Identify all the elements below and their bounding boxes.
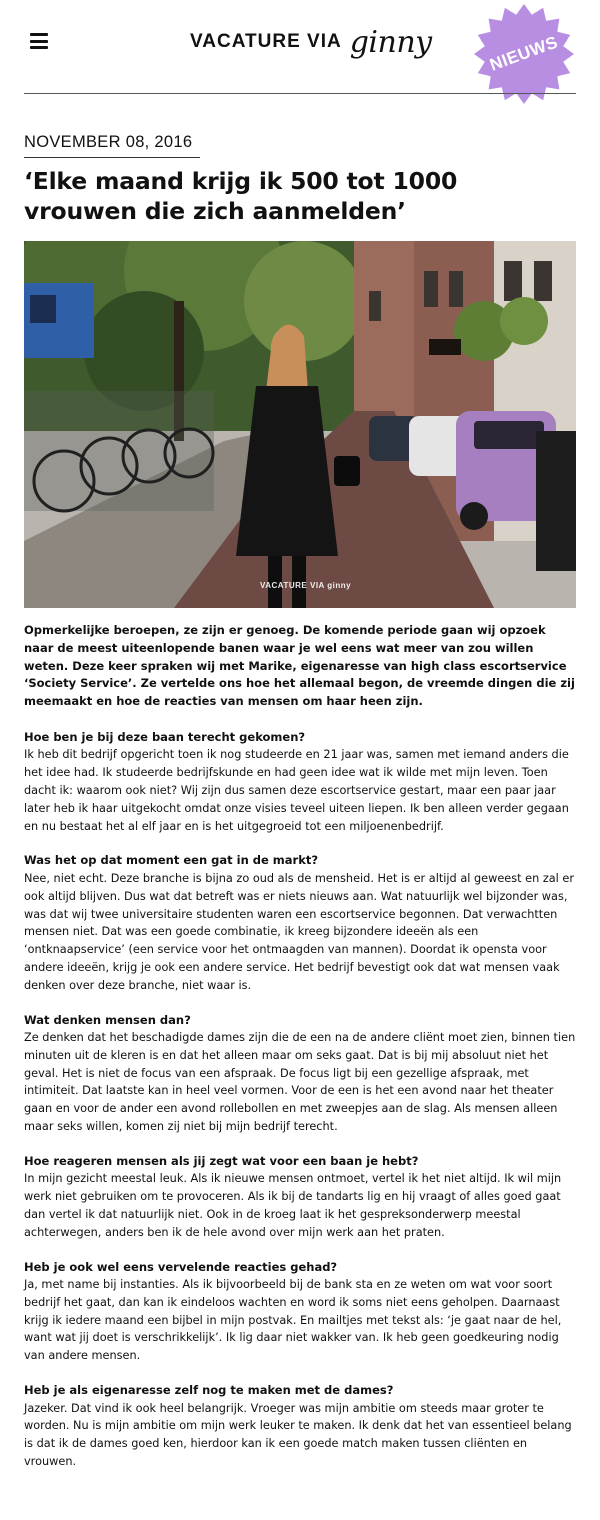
- qa-block: [24, 1382, 576, 1471]
- answer-paragraph: Jazeker. Dat vind ik ook heel belangrijk. Vroeger was mijn ambitie om steeds maar groter te worden. Nu is mijn ambitie om mijn werk leuker te maken. Ik denk dat het van essentieel belang is dat ik de dames goed ken, hierdoor kan ik een goede match maken tussen cliënten en vrouwen.: [24, 1401, 572, 1468]
- answer-paragraph: Ja, met name bij instanties. Als ik bijvoorbeeld bij de bank sta en ze weten om wat voor soort bedrijf het gaat, dan kan ik eindeloos wachten en word ik soms niet eens geholpen. Daarnaast krijg ik iedere maand een bijbel in mijn postvak. En mailtjes met tekst als: ‘je gaat naar de hel, want wat jij doet is verschrikkelijk’. Ik lig daar niet wakker van. Ik heb geen goedkeuring nodig van andere mensen.: [24, 1278, 562, 1363]
- answer-paragraph: Nee, niet echt. Deze branche is bijna zo oud als de mensheid. Het is er altijd al geweest en zal er ook altijd blijven. Dus wat dat betreft was er niets nieuws aan. Wat natuurlijk wel bijzonder was, was dat wij twee universitaire studenten waren een escortservice begonnen. Dat verwachtten mensen niet. Dat was een goede combinatie, ik kreeg bijzondere ideeën als een ‘ontknaapservice’ (een service voor het ontmaagden van mannen). Doordat ik opensta voor andere ideeën, krijg je ook een andere service. Het bedrijf bevestigt ook dat wat mensen vaak denken over deze branche, niet waar is.: [24, 871, 575, 992]
- article-title: ‘Elke maand krijg ik 500 tot 1000 vrouwen die zich aanmelden’: [24, 167, 458, 225]
- question-heading: Wat denken mensen dan?: [24, 1012, 191, 1027]
- news-badge[interactable]: [472, 2, 576, 106]
- article-body: [24, 622, 576, 1488]
- site-logo[interactable]: [190, 22, 432, 62]
- qa-block: [24, 729, 576, 835]
- hamburger-icon[interactable]: [30, 33, 48, 49]
- logo-text: VACATURE VIA: [190, 31, 342, 52]
- photo-watermark: VACATURE VIA ginny: [260, 581, 352, 590]
- qa-block: [24, 852, 576, 994]
- date-underline: [24, 157, 200, 158]
- question-heading: Hoe ben je bij deze baan terecht gekomen?: [24, 729, 306, 744]
- answer-paragraph: Ze denken dat het beschadigde dames zijn die de een na de andere cliënt moet zien, binnen tien minuten uit de kleren is en dat het alleen maar om seks gaat. Dat is bij mij absoluut niet het geval. Het is niet de focus van een afspraak. De focus ligt bij een gezellige afspraak, met intimiteit. Dat laatste kan in heel veel vormen. Voor de een is het een avond naar het theater gaan en voor de ander een avond rollebollen en met zweepjes aan de slag. Als mensen alleen maar seks willen, komen zij niet bij mijn bedrijf terecht.: [24, 1031, 576, 1134]
- answer-paragraph: Ik heb dit bedrijf opgericht toen ik nog studeerde en 21 jaar was, samen met iemand anders die het idee had. Ik studeerde bedrijfskunde en had geen idee wat ik wilde met mijn leven. Toen dacht ik: waarom ook niet? Wij zijn dus samen deze escortservice gestart, maar een paar jaar later heb ik haar uitgekocht omdat onze visies teveel uiteen liepen. Ik ben alleen verder gegaan en nu bestaat het al elf jaar en is het uitgegroeid tot een miljoenenbedrijf.: [24, 748, 569, 833]
- question-heading: Heb je ook wel eens vervelende reacties gehad?: [24, 1259, 338, 1274]
- article-intro: Opmerkelijke beroepen, ze zijn er genoeg. De komende periode gaan wij opzoek naar de meest uiteenlopende banen waar je wel eens wat meer van zou willen weten. Deze keer spraken wij met Marike, eigenaresse van high class escortservice ‘Society Service’. Ze vertelde ons hoe het allemaal begon, de vreemde dingen die zij meemaakt en hoe de reacties van mensen om haar heen zijn.: [24, 623, 575, 709]
- question-heading: Was het op dat moment een gat in de markt?: [24, 853, 319, 868]
- question-heading: Hoe reageren mensen als jij zegt wat voor een baan je hebt?: [24, 1153, 419, 1168]
- qa-block: [24, 1153, 576, 1242]
- article-date: NOVEMBER 08, 2016: [24, 133, 193, 151]
- article-photo: [24, 241, 576, 608]
- site-header: [0, 0, 600, 95]
- qa-block: [24, 1012, 576, 1136]
- question-heading: Heb je als eigenaresse zelf nog te maken met de dames?: [24, 1383, 394, 1397]
- answer-paragraph: In mijn gezicht meestal leuk. Als ik nieuwe mensen ontmoet, vertel ik het niet altijd. Ik wil mijn werk niet gebruiken om te provoceren. Als ik bij de tandarts lig en hij vraagt of alles goed gaat dan vertel ik dat natuurlijk niet. Ook in de kroeg laat ik het gespreksonderwerp meestal achterwegen, anders ben ik de hele avond over mijn werk aan het praten.: [24, 1172, 562, 1239]
- news-badge-label: NIEUWS: [487, 32, 561, 75]
- qa-block: [24, 1259, 576, 1365]
- logo-script-text: ginny: [349, 24, 432, 60]
- header-divider: [24, 93, 576, 94]
